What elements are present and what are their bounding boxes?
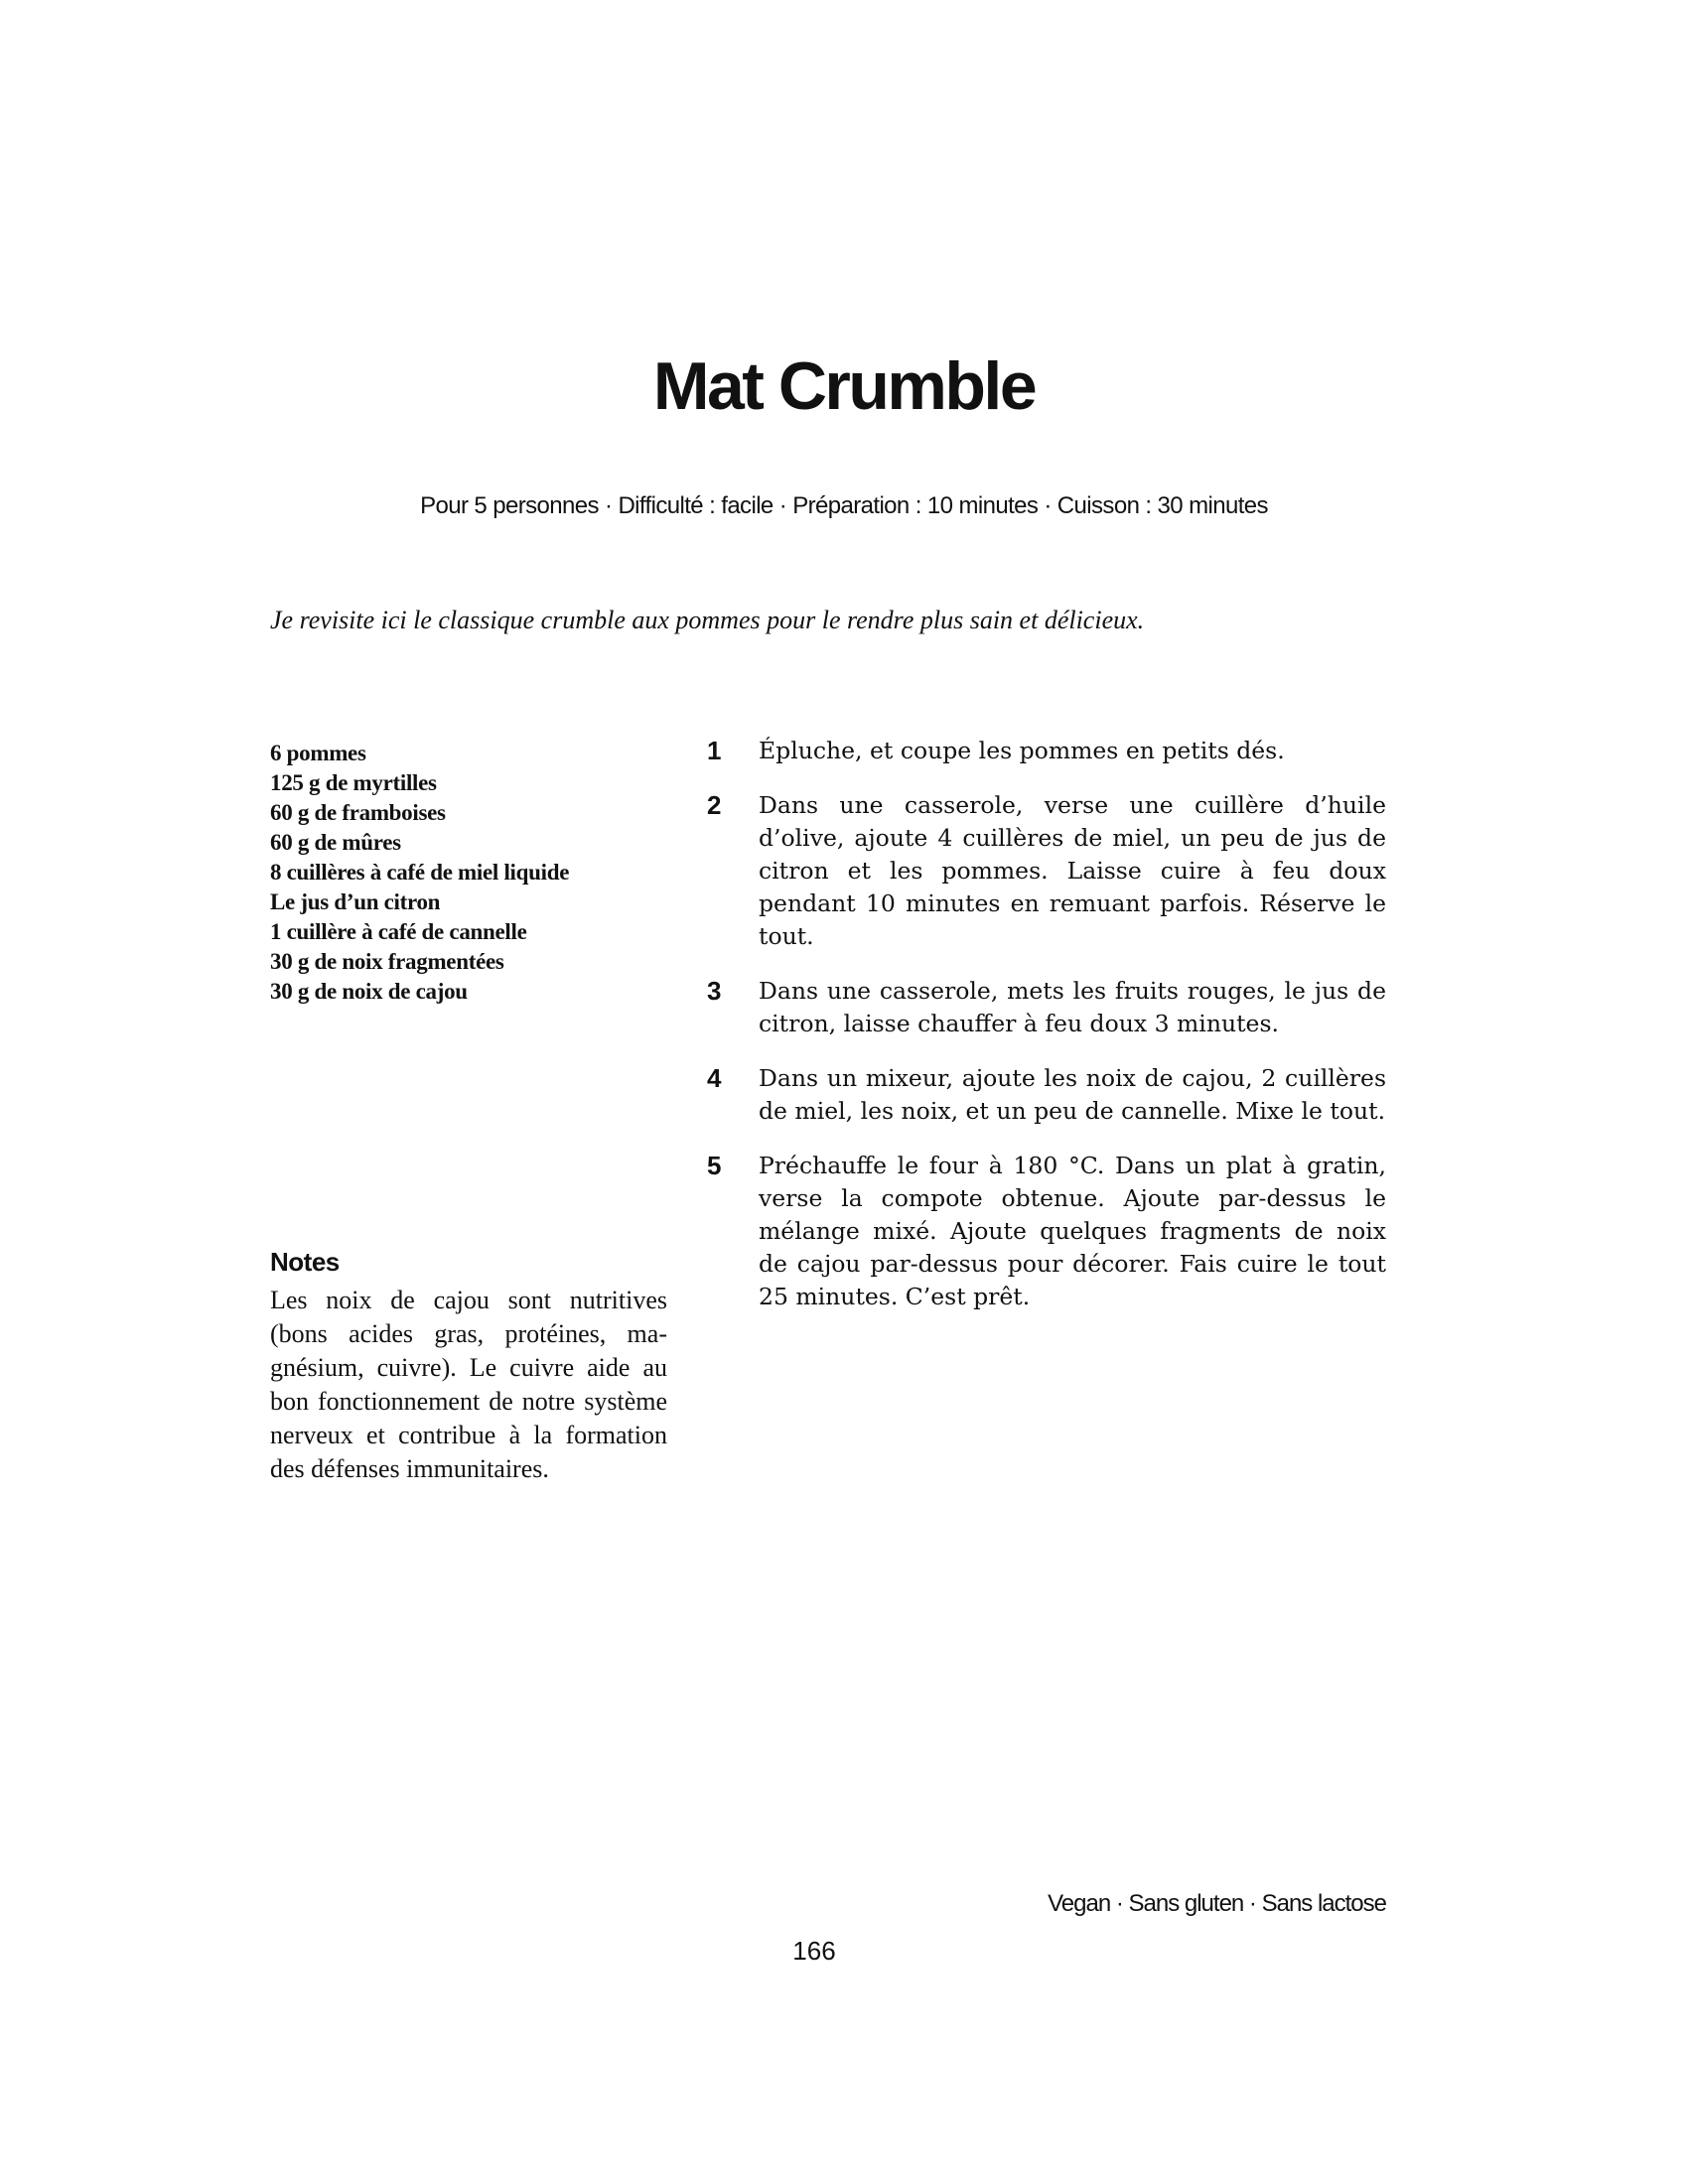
step-number: 1	[707, 736, 722, 765]
ingredient-item: 6 pommes	[270, 741, 366, 765]
step-text: Épluche, et coupe les pommes en petits dés.	[759, 737, 1285, 764]
ingredient-item: 30 g de noix de cajou	[270, 979, 468, 1004]
recipe-intro: Je revisite ici le classique crumble aux pommes pour le rendre plus sain et délicieux.	[270, 606, 1145, 634]
step-item	[707, 735, 1386, 767]
page-number: 166	[792, 1936, 836, 1966]
step-item	[707, 789, 1386, 953]
diet-tags: Vegan · Sans gluten · Sans lactose	[1048, 1890, 1386, 1917]
ingredient-item: 8 cuillères à café de miel liquide	[270, 860, 570, 885]
step-list	[707, 735, 1386, 1335]
notes-section	[270, 1247, 667, 1486]
step-item	[707, 1150, 1386, 1313]
ingredient-item: 60 g de mûres	[270, 830, 401, 855]
ingredient-item: 1 cuillère à café de cannelle	[270, 919, 527, 944]
recipe-meta: Pour 5 personnes · Difficulté : facile · Préparation : 10 minutes · Cuisson : 30 minutes	[420, 492, 1268, 519]
step-number: 3	[707, 976, 722, 1006]
step-item	[707, 1062, 1386, 1128]
step-text: Dans une casserole, mets les fruits rouges, le jus de citron, laisse chauffer à feu doux 3 minutes.	[759, 977, 1386, 1037]
ingredient-item: 30 g de noix fragmentées	[270, 949, 504, 974]
step-text: Dans un mixeur, ajoute les noix de cajou, 2 cuillères de miel, les noix, et un peu de cannelle. Mixe le tout.	[759, 1064, 1386, 1125]
step-text: Préchauffe le four à 180 °C. Dans un plat à gratin, verse la compote obtenue. Ajoute par-dessus le mélange mixé. Ajoute quelques fragments de noix de cajou par-dessus pour décorer. Fais cuire le tout 25 minutes. C’est prêt.	[759, 1152, 1386, 1310]
step-item	[707, 975, 1386, 1040]
step-number: 2	[707, 790, 722, 820]
notes-title: Notes	[270, 1247, 340, 1277]
ingredient-item: 125 g de myrtilles	[270, 770, 437, 795]
notes-body: Les noix de cajou sont nutritives (bons acides gras, protéines, magnésium, cuivre). Le cuivre aide au bon fonctionnement de notre système nerveux et contribue à la formation des défenses immunitaires.	[270, 1286, 667, 1483]
step-text: Dans une casserole, verse une cuillère d’huile d’olive, ajoute 4 cuillères de miel, un peu de jus de citron et les pommes. Laisse cuire à feu doux pendant 10 minutes en remuant parfois. Réserve le tout.	[759, 791, 1386, 950]
ingredient-list	[270, 739, 687, 1007]
ingredient-item: Le jus d’un citron	[270, 889, 441, 914]
ingredient-item: 60 g de framboises	[270, 800, 446, 825]
recipe-title: Mat Crumble	[652, 348, 1036, 424]
step-number: 5	[707, 1151, 722, 1180]
step-number: 4	[707, 1063, 722, 1093]
